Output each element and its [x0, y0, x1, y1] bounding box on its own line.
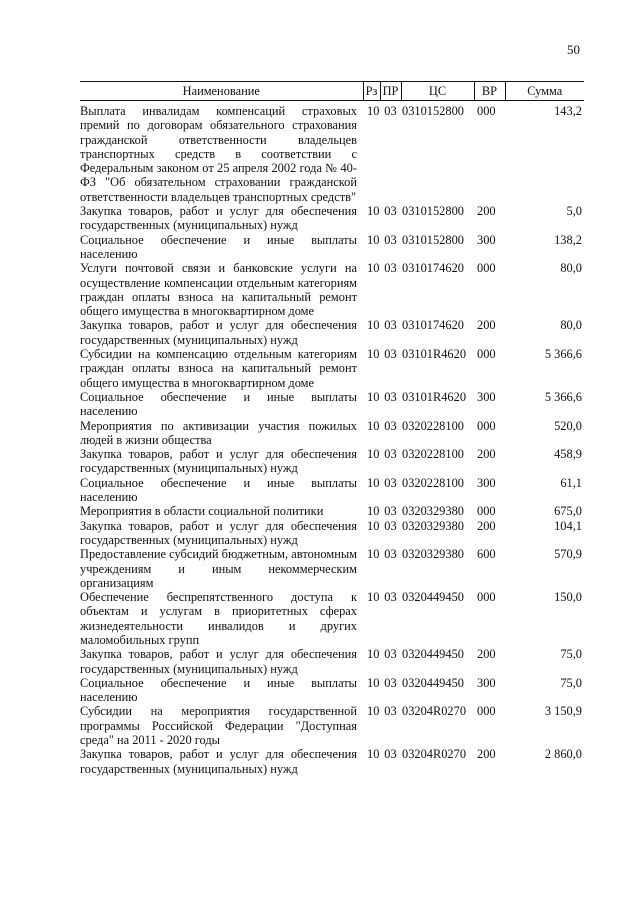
cell-vr: 300 [477, 475, 496, 490]
cell-rz: 10 [367, 261, 380, 276]
cell-cs: 03204R0270 [402, 747, 467, 762]
cell-sum: 80,0 [560, 318, 582, 333]
cell-name: Социальное обеспечение и иные выплаты населению [80, 675, 357, 705]
cell-name: Социальное обеспечение и иные выплаты населению [80, 232, 357, 261]
cell-pr: 03 [384, 590, 397, 605]
header-name: Наименование [80, 82, 363, 101]
table-row [80, 204, 584, 233]
cell-cs: 0320228100 [402, 475, 464, 490]
cell-name: Субсидии на мероприятия государственной программы Российской Федерации "Доступная среда" на 2011 - 2020 годы [80, 704, 357, 748]
cell-cs: 0320449450 [402, 647, 464, 662]
cell-pr: 03 [384, 475, 397, 490]
cell-rz: 10 [367, 318, 380, 333]
cell-vr: 300 [477, 389, 496, 404]
cell-cs: 03101R4620 [402, 347, 467, 362]
table-row [80, 504, 584, 518]
cell-sum: 458,9 [554, 447, 582, 462]
cell-vr: 200 [477, 518, 496, 533]
cell-cs: 0310152800 [402, 204, 464, 219]
cell-vr: 200 [477, 204, 496, 219]
cell-name: Закупка товаров, работ и услуг для обеспечения государственных (муниципальных) нужд [80, 204, 357, 233]
cell-vr: 200 [477, 647, 496, 662]
cell-rz: 10 [367, 232, 380, 247]
table-row [80, 390, 584, 419]
table-row [80, 676, 584, 705]
cell-sum: 5 366,6 [544, 389, 582, 404]
cell-pr: 03 [384, 418, 397, 433]
cell-name: Мероприятия в области социальной политики [80, 504, 324, 519]
cell-name: Социальное обеспечение и иные выплаты населению [80, 475, 357, 505]
cell-rz: 10 [367, 389, 380, 404]
cell-sum: 61,1 [560, 475, 582, 490]
cell-rz: 10 [367, 347, 380, 362]
cell-rz: 10 [367, 104, 380, 118]
cell-name: Закупка товаров, работ и услуг для обеспечения государственных (муниципальных) нужд [80, 647, 357, 676]
cell-sum: 675,0 [554, 504, 582, 519]
cell-cs: 0320329380 [402, 504, 464, 519]
cell-name: Обеспечение беспрепятственного доступа к объектам и услугам в приоритетных сферах жизнедеятельности инвалидов и других маломобильных групп [80, 590, 357, 647]
cell-name: Социальное обеспечение и иные выплаты населению [80, 389, 357, 419]
header-pr: ПР [380, 82, 401, 101]
table-row [80, 261, 584, 318]
cell-vr: 000 [477, 261, 496, 276]
table-row [80, 747, 584, 776]
table-row [80, 590, 584, 647]
header-vr: ВР [474, 82, 505, 101]
cell-pr: 03 [384, 504, 397, 519]
cell-name: Субсидии на компенсацию отдельным категориям граждан оплаты взноса на капитальный ремонт общего имущества в многоквартирном доме [80, 347, 357, 390]
cell-sum: 3 150,9 [544, 704, 582, 719]
table-row [80, 547, 584, 590]
cell-name: Предоставление субсидий бюджетным, автономным учреждениям и иным некоммерческим организациям [80, 547, 357, 590]
cell-rz: 10 [367, 518, 380, 533]
cell-name: Мероприятия по активизации участия пожилых людей в жизни общества [80, 418, 357, 447]
cell-cs: 0320329380 [402, 518, 464, 533]
cell-sum: 80,0 [560, 261, 582, 276]
cell-rz: 10 [367, 590, 380, 605]
cell-cs: 0310174620 [402, 318, 464, 333]
cell-vr: 300 [477, 675, 496, 690]
cell-pr: 03 [384, 704, 397, 719]
cell-sum: 5,0 [566, 204, 582, 219]
cell-rz: 10 [367, 747, 380, 762]
cell-sum: 143,2 [554, 104, 582, 118]
cell-rz: 10 [367, 418, 380, 433]
cell-pr: 03 [384, 747, 397, 762]
table-row [80, 476, 584, 505]
cell-cs: 03101R4620 [402, 389, 467, 404]
cell-pr: 03 [384, 647, 397, 662]
cell-rz: 10 [367, 504, 380, 519]
cell-rz: 10 [367, 447, 380, 462]
cell-pr: 03 [384, 104, 397, 118]
cell-pr: 03 [384, 318, 397, 333]
cell-vr: 200 [477, 447, 496, 462]
table-row [80, 704, 584, 747]
cell-name: Услуги почтовой связи и банковские услуги на осуществление компенсации отдельным категориям граждан оплаты взноса на капитальный ремонт общего имущества в многоквартирном доме [80, 261, 357, 319]
cell-vr: 000 [477, 504, 496, 519]
cell-cs: 0320228100 [402, 418, 464, 433]
cell-pr: 03 [384, 261, 397, 276]
cell-vr: 200 [477, 318, 496, 333]
cell-rz: 10 [367, 647, 380, 662]
table-row [80, 101, 584, 205]
cell-rz: 10 [367, 704, 380, 719]
table-row [80, 347, 584, 390]
cell-name: Закупка товаров, работ и услуг для обеспечения государственных (муниципальных) нужд [80, 447, 357, 476]
cell-vr: 000 [477, 590, 496, 605]
cell-cs: 0320449450 [402, 675, 464, 690]
cell-pr: 03 [384, 547, 397, 562]
header-sum: Сумма [505, 82, 584, 101]
cell-cs: 0320329380 [402, 547, 464, 562]
cell-sum: 138,2 [554, 232, 582, 247]
cell-cs: 0310152800 [402, 232, 464, 247]
table-row [80, 647, 584, 676]
cell-sum: 75,0 [560, 647, 582, 662]
cell-vr: 000 [477, 347, 496, 362]
cell-sum: 2 860,0 [544, 747, 582, 762]
cell-sum: 520,0 [554, 418, 582, 433]
table-header-row [80, 82, 584, 101]
header-rz: Рз [363, 82, 380, 101]
cell-name: Закупка товаров, работ и услуг для обеспечения государственных (муниципальных) нужд [80, 747, 357, 776]
cell-name: Выплата инвалидам компенсаций страховых премий по договорам обязательного страхования гражданской ответственности владельцев транспортных средств в соответствии с Федеральным законом от 25 апреля 2002 года № 40-ФЗ "Об обязательном страховании гражданской ответственности владельцев транспортных средств" [80, 104, 357, 204]
cell-sum: 104,1 [554, 518, 582, 533]
table-row [80, 233, 584, 262]
cell-sum: 150,0 [554, 590, 582, 605]
cell-vr: 200 [477, 747, 496, 762]
header-cs: ЦС [401, 82, 474, 101]
table-row [80, 318, 584, 347]
cell-cs: 03204R0270 [402, 704, 467, 719]
cell-vr: 000 [477, 418, 496, 433]
table-row [80, 519, 584, 548]
budget-table [80, 81, 584, 776]
cell-vr: 600 [477, 547, 496, 562]
cell-sum: 570,9 [554, 547, 582, 562]
cell-pr: 03 [384, 675, 397, 690]
cell-cs: 0310174620 [402, 261, 464, 276]
table-row [80, 419, 584, 448]
cell-sum: 5 366,6 [544, 347, 582, 362]
cell-name: Закупка товаров, работ и услуг для обеспечения государственных (муниципальных) нужд [80, 318, 357, 347]
cell-pr: 03 [384, 389, 397, 404]
table-body [80, 101, 584, 776]
cell-vr: 000 [477, 104, 496, 118]
cell-cs: 0320228100 [402, 447, 464, 462]
cell-rz: 10 [367, 547, 380, 562]
cell-vr: 300 [477, 232, 496, 247]
cell-cs: 0310152800 [402, 104, 464, 118]
cell-vr: 000 [477, 704, 496, 719]
cell-pr: 03 [384, 447, 397, 462]
cell-rz: 10 [367, 675, 380, 690]
cell-name: Закупка товаров, работ и услуг для обеспечения государственных (муниципальных) нужд [80, 518, 357, 547]
cell-cs: 0320449450 [402, 590, 464, 605]
cell-rz: 10 [367, 475, 380, 490]
cell-pr: 03 [384, 518, 397, 533]
cell-pr: 03 [384, 347, 397, 362]
table-row [80, 447, 584, 476]
cell-rz: 10 [367, 204, 380, 219]
cell-pr: 03 [384, 204, 397, 219]
cell-sum: 75,0 [560, 675, 582, 690]
cell-pr: 03 [384, 232, 397, 247]
page-number: 50 [567, 42, 580, 57]
